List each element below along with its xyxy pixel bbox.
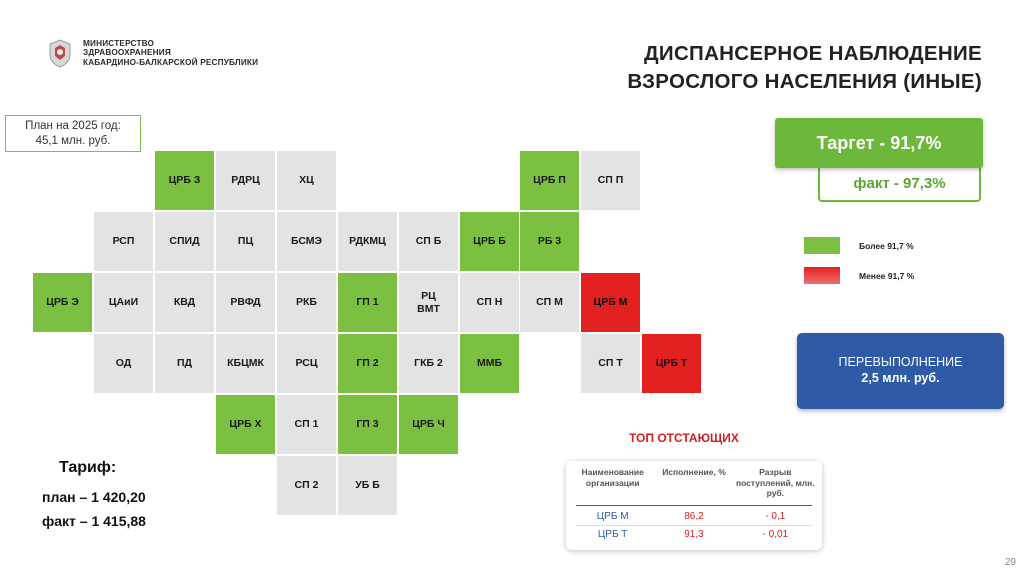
ministry-name bbox=[83, 39, 258, 68]
cell-label: БСМЭ bbox=[290, 235, 323, 248]
overfill-box bbox=[797, 333, 1004, 409]
map-cell bbox=[155, 212, 214, 271]
map-cell bbox=[399, 334, 458, 393]
cell-label: ГКБ 2 bbox=[414, 357, 443, 370]
legend-item-below bbox=[804, 267, 914, 284]
legend-swatch-red bbox=[804, 267, 840, 284]
map-cell bbox=[581, 334, 640, 393]
cell-label: ОД bbox=[115, 357, 132, 370]
tariff-label: Тариф: bbox=[59, 459, 117, 476]
map-cell bbox=[216, 273, 275, 332]
map-cell bbox=[520, 151, 579, 210]
cell-label: СПИД bbox=[169, 235, 200, 248]
page-title-line: ВЗРОСЛОГО НАСЕЛЕНИЯ (ИНЫЕ) bbox=[627, 70, 982, 93]
tariff-fact: факт – 1 415,88 bbox=[42, 513, 146, 529]
map-cell bbox=[94, 334, 153, 393]
map-cell bbox=[520, 212, 579, 271]
cell-execution: 86,2 bbox=[684, 510, 704, 522]
cell-label: РСП bbox=[112, 235, 135, 248]
cell-label: ЦРБ З bbox=[168, 174, 201, 187]
cell-label: КВД bbox=[173, 296, 196, 309]
cell-label: СП 2 bbox=[294, 479, 319, 492]
cell-label: РВФД bbox=[230, 296, 261, 309]
map-cell bbox=[460, 334, 519, 393]
cell-label: РКБ bbox=[296, 296, 317, 309]
cell-label: УБ Б bbox=[355, 479, 380, 492]
cell-org: ЦРБ М bbox=[596, 510, 629, 522]
map-cell bbox=[460, 273, 519, 332]
plan-box bbox=[5, 115, 141, 152]
table-header-divider bbox=[576, 505, 812, 506]
map-cell bbox=[277, 456, 336, 515]
map-cell bbox=[399, 212, 458, 271]
map-cell bbox=[277, 151, 336, 210]
map-cell bbox=[642, 334, 701, 393]
cell-label: СП П bbox=[597, 174, 624, 187]
cell-label: РСЦ bbox=[295, 357, 318, 370]
cell-label: ММБ bbox=[476, 357, 503, 370]
map-cell bbox=[216, 395, 275, 454]
legend-label: Более 91,7 % bbox=[859, 240, 914, 251]
page-number: 29 bbox=[1004, 557, 1016, 568]
cell-label: РБ 3 bbox=[537, 235, 562, 248]
cell-label: СП М bbox=[536, 296, 563, 309]
ministry-line: КАБАРДИНО-БАЛКАРСКОЙ РЕСПУБЛИКИ bbox=[83, 57, 259, 67]
table-header bbox=[572, 467, 816, 499]
cell-label: ЦРБ Ч bbox=[412, 418, 445, 431]
cell-label: ЦРБ П bbox=[533, 174, 566, 187]
target-box bbox=[775, 118, 983, 168]
map-cell bbox=[277, 395, 336, 454]
cell-label: ЦРБ М bbox=[593, 296, 628, 309]
page-title bbox=[542, 40, 982, 96]
cell-label: РДРЦ bbox=[231, 174, 260, 187]
map-cell bbox=[33, 273, 92, 332]
map-cell bbox=[520, 273, 579, 332]
cell-label: ХЦ bbox=[299, 174, 314, 187]
cell-label: ЦРБ Э bbox=[46, 296, 79, 309]
map-cell bbox=[277, 212, 336, 271]
cell-label: СП 1 bbox=[294, 418, 319, 431]
page-title-line: ДИСПАНСЕРНОЕ НАБЛЮДЕНИЕ bbox=[644, 42, 982, 65]
top-laggards-title: ТОП ОТСТАЮЩИХ bbox=[629, 431, 739, 445]
legend-swatch-green bbox=[804, 237, 840, 254]
cell-gap: - 0,01 bbox=[762, 528, 789, 540]
cell-label: ПЦ bbox=[237, 235, 254, 248]
cell-label: ГП 2 bbox=[356, 357, 379, 370]
cell-label: РЦ ВМТ bbox=[417, 290, 440, 315]
map-cell bbox=[277, 273, 336, 332]
map-cell bbox=[94, 212, 153, 271]
plan-value: 45,1 млн. руб. bbox=[35, 135, 111, 147]
map-cell bbox=[399, 395, 458, 454]
map-cell bbox=[155, 151, 214, 210]
map-cell bbox=[581, 273, 640, 332]
map-cell bbox=[155, 273, 214, 332]
table-row bbox=[572, 526, 816, 543]
plan-label: План на 2025 год: bbox=[25, 120, 121, 132]
map-cell bbox=[94, 273, 153, 332]
laggards-table bbox=[566, 461, 822, 550]
overfill-label: ПЕРЕВЫПОЛНЕНИЕ bbox=[838, 355, 963, 369]
ministry-line: ЗДРАВООХРАНЕНИЯ bbox=[83, 48, 171, 58]
cell-label: ПД bbox=[176, 357, 193, 370]
map-cell bbox=[277, 334, 336, 393]
fact-value: факт - 97,3% bbox=[853, 174, 946, 192]
cell-label: СП Н bbox=[476, 296, 503, 309]
cell-label: ЦРБ Т bbox=[655, 357, 688, 370]
map-cell bbox=[338, 212, 397, 271]
map-cell bbox=[338, 334, 397, 393]
column-header: Разрыв поступлений, млн. руб. bbox=[735, 467, 815, 498]
legend-item-above bbox=[804, 237, 914, 254]
map-cell bbox=[155, 334, 214, 393]
map-cell bbox=[338, 395, 397, 454]
cell-label: ЦРБ Х bbox=[229, 418, 262, 431]
ministry-line: МИНИСТЕРСТВО bbox=[83, 38, 155, 48]
cell-label: ГП 1 bbox=[356, 296, 379, 309]
table-row bbox=[572, 508, 816, 525]
overfill-value: 2,5 млн. руб. bbox=[861, 371, 940, 385]
map-cell bbox=[216, 151, 275, 210]
column-header: Наименование организации bbox=[581, 467, 644, 488]
coat-of-arms-icon bbox=[46, 38, 74, 68]
cell-label: РДКМЦ bbox=[349, 235, 386, 248]
tariff-plan: план – 1 420,20 bbox=[42, 489, 146, 505]
cell-label: КБЦМК bbox=[227, 357, 264, 370]
legend-label: Менее 91,7 % bbox=[859, 270, 915, 281]
cell-label: СП Т bbox=[598, 357, 623, 370]
map-cell bbox=[338, 273, 397, 332]
column-header: Исполнение, % bbox=[662, 467, 726, 477]
target-value: Таргет - 91,7% bbox=[816, 132, 942, 153]
cell-label: ЦРБ Б bbox=[473, 235, 506, 248]
cell-label: СП Б bbox=[415, 235, 442, 248]
map-cell bbox=[399, 273, 458, 332]
map-cell bbox=[460, 212, 519, 271]
map-cell bbox=[216, 334, 275, 393]
ministry-header bbox=[46, 38, 258, 68]
cell-gap: - 0,1 bbox=[765, 510, 786, 522]
cell-execution: 91,3 bbox=[684, 528, 704, 540]
map-cell bbox=[216, 212, 275, 271]
map-cell bbox=[338, 456, 397, 515]
map-cell bbox=[581, 151, 640, 210]
cell-org: ЦРБ Т bbox=[597, 528, 628, 540]
cell-label: ЦАиИ bbox=[108, 296, 139, 309]
cell-label: ГП 3 bbox=[356, 418, 379, 431]
